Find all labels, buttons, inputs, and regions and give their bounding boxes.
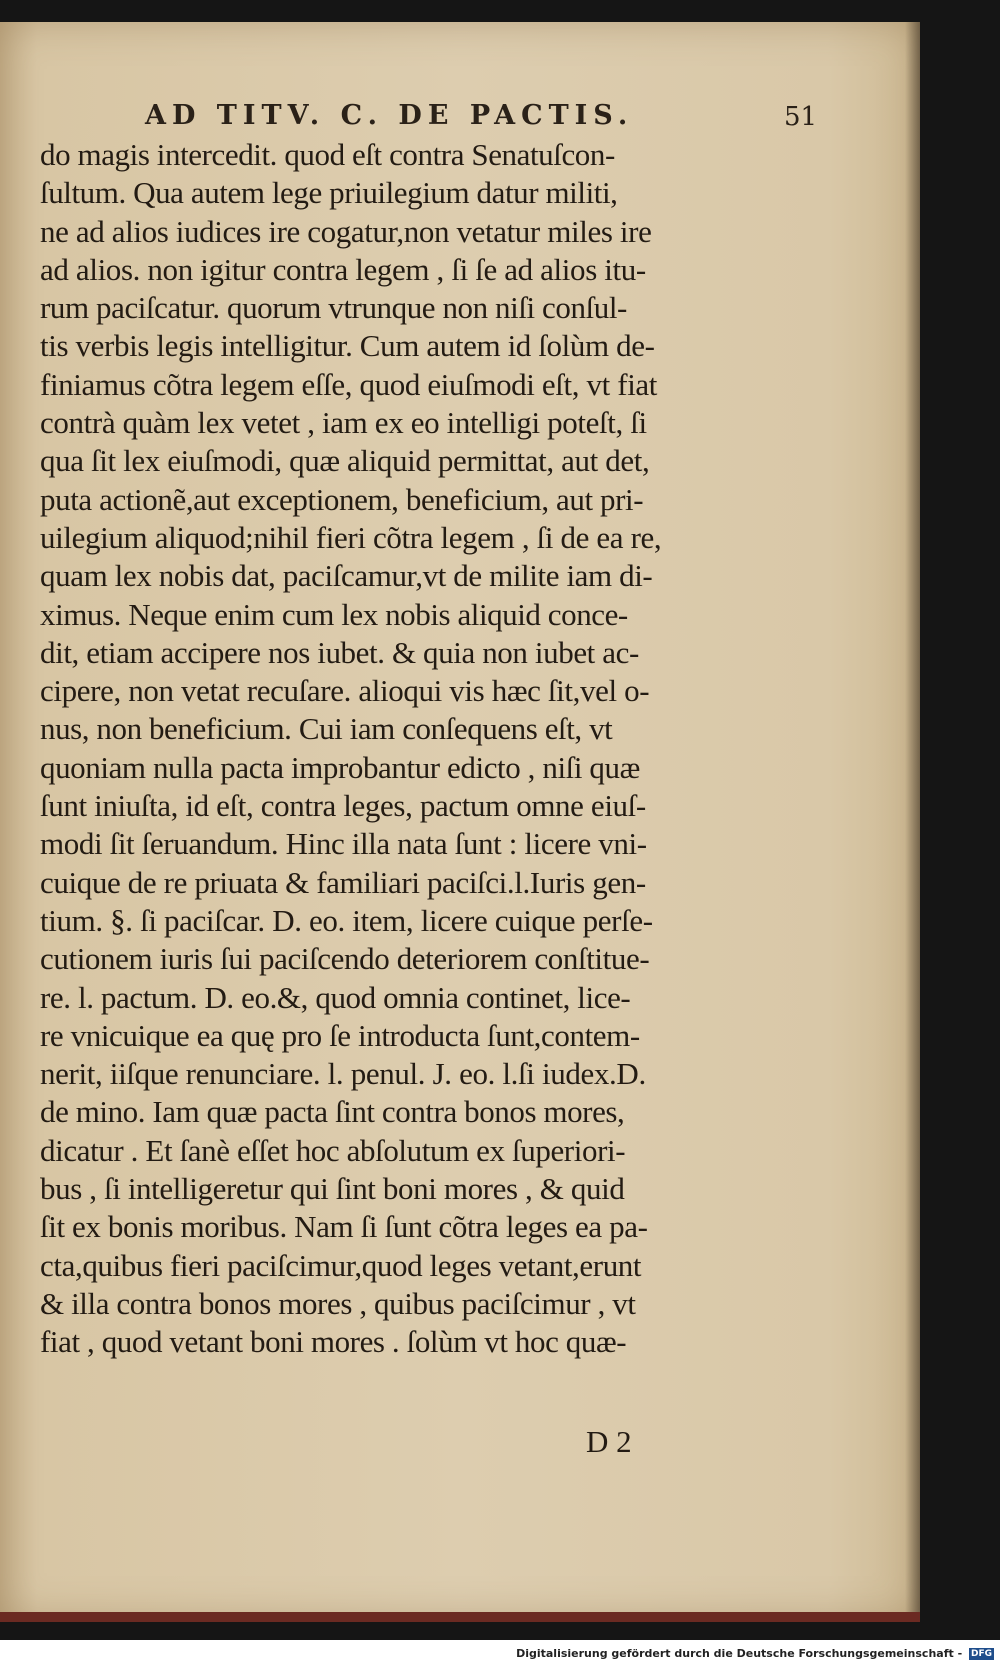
text-line: & illa contra bonos mores , quibus paciſcimur , vt [40,1285,636,1321]
text-line: tium. §. ſi paciſcar. D. eo. item, licere cuique perſe- [40,902,653,938]
text-line: nerit, iiſque renunciare. l. penul. J. eo. l.ſi iudex.D. [40,1056,646,1092]
text-line: dit, etiam accipere nos iubet. & quia non iubet ac- [40,634,639,670]
text-line: ne ad alios iudices ire cogatur,non vetatur miles ire [40,213,652,249]
text-line: nus, non beneficium. Cui iam conſequens eſt, vt [40,711,613,747]
text-line: cta,quibus fieri paciſcimur,quod leges vetant,erunt [40,1247,642,1283]
page-number: 51 [784,102,818,132]
text-line: fiat , quod vetant boni mores . ſolùm vt hoc quæ- [40,1324,627,1360]
text-line: cutionem iuris ſui paciſcendo deteriorem conſtitue- [40,941,650,977]
text-line: qua ſit lex eiuſmodi, quæ aliquid permittat, aut det, [40,443,650,479]
text-line: bus , ſi intelligeretur qui ſint boni mores , & quid [40,1171,625,1207]
text-line: rum paciſcatur. quorum vtrunque non niſi conſul- [40,290,627,326]
text-line: puta actionẽ,aut exceptionem, beneficium, aut pri- [40,481,644,517]
text-line: re vnicuique ea quę pro ſe introducta ſunt,contem- [40,1017,640,1053]
digitization-credit [516,1647,994,1660]
body-text [40,136,800,1362]
text-line: ximus. Neque enim cum lex nobis aliquid conce- [40,596,628,632]
text-line: cipere, non vetat recuſare. alioqui vis hæc ſit,vel o- [40,673,650,709]
signature-mark: D 2 [586,1424,632,1459]
text-line: dicatur . Et ſanè eſſet hoc abſolutum ex ſuperiori- [40,1132,626,1168]
text-line: cuique de re priuata & familiari paciſci.l.Iuris gen- [40,864,646,900]
text-line: quoniam nulla pacta improbantur edicto , niſi quæ [40,749,640,785]
text-line: re. l. pactum. D. eo.&, quod omnia continet, lice- [40,979,631,1015]
page-bottom-edge [0,1612,920,1622]
dfg-logo: DFG [970,1649,992,1659]
text-line: ſunt iniuſta, id eſt, contra leges, pactum omne eiuſ- [40,788,646,824]
text-line: de mino. Iam quæ pacta ſint contra bonos mores, [40,1094,625,1130]
text-line: finiamus cõtra legem eſſe, quod eiuſmodi eſt, vt fiat [40,366,658,402]
text-line: quam lex nobis dat, paciſcamur,vt de milite iam di- [40,558,653,594]
text-line: tis verbis legis intelligitur. Cum autem id ſolùm de- [40,328,655,364]
text-line: ad alios. non igitur contra legem , ſi ſe ad alios itu- [40,251,646,287]
page-gutter-shadow [905,22,920,1620]
running-head: AD TITV. C. DE PACTIS. [145,100,634,131]
credit-text: Digitalisierung gefördert durch die Deutsche Forschungsgemeinschaft - [516,1647,963,1660]
text-line: ſit ex bonis moribus. Nam ſi ſunt cõtra leges ea pa- [40,1209,648,1245]
text-line: do magis intercedit. quod eſt contra Senatuſcon- [40,137,615,172]
text-line: uilegium aliquod;nihil fieri cõtra legem , ſi de ea re, [40,519,662,555]
text-line: modi ſit ſeruandum. Hinc illa nata ſunt : licere vni- [40,826,647,862]
text-line: ſultum. Qua autem lege priuilegium datur militi, [40,175,618,211]
text-line: contrà quàm lex vetet , iam ex eo intelligi poteſt, ſi [40,405,647,441]
